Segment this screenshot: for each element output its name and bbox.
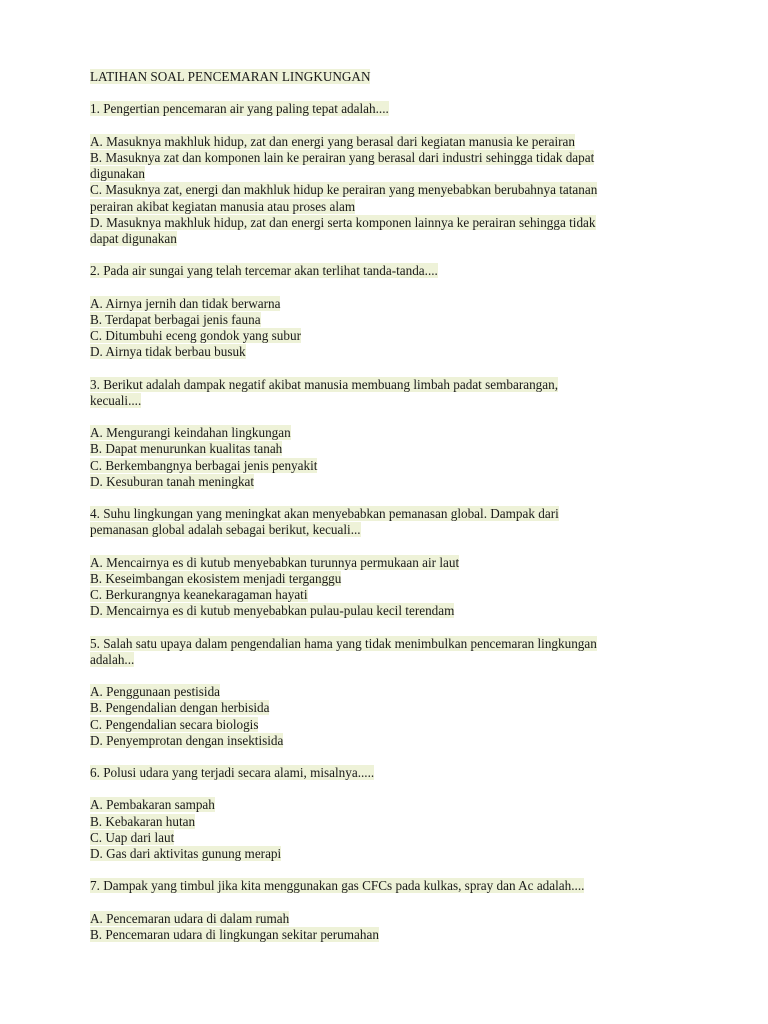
question-5-option-d-line	[90, 733, 690, 749]
question-4-option-b-text: B. Keseimbangan ekosistem menjadi terganggu	[90, 570, 342, 586]
question-2-option-a-text: A. Airnya jernih dan tidak berwarna	[90, 295, 281, 311]
question-1-option-a-line	[90, 134, 690, 150]
question-3-option-c-line	[90, 458, 690, 474]
question-1-text: 1. Pengertian pencemaran air yang paling tepat adalah....	[90, 101, 389, 117]
question-1-option-c-line	[90, 182, 690, 198]
question-4-line	[90, 506, 690, 522]
question-4-option-a-line	[90, 555, 690, 571]
question-4-option-c-line	[90, 587, 690, 603]
question-4-option-a-text: A. Mencairnya es di kutub menyebabkan turunnya permukaan air laut	[90, 554, 460, 570]
question-2-text: 2. Pada air sungai yang telah tercemar akan terlihat tanda-tanda....	[90, 263, 438, 279]
question-5-option-b-text: B. Pengendalian dengan herbisida	[90, 700, 270, 716]
question-4-text: 4. Suhu lingkungan yang meningkat akan menyebabkan pemanasan global. Dampak dari	[90, 506, 559, 522]
question-1-option-b-text: B. Masuknya zat dan komponen lain ke perairan yang berasal dari industri sehingga tidak dapat	[90, 149, 595, 165]
question-1-option-c-text: perairan akibat kegiatan manusia atau proses alam	[90, 198, 356, 214]
question-1-option-a-text: A. Masuknya makhluk hidup, zat dan energi yang berasal dari kegiatan manusia ke perairan	[90, 133, 575, 149]
question-1-option-c-text: C. Masuknya zat, energi dan makhluk hidup ke perairan yang menyebabkan berubahnya tatanan	[90, 182, 598, 198]
question-1-option-b-text: digunakan	[90, 166, 145, 182]
question-1-option-b-line	[90, 150, 690, 166]
question-1-option-d-text: D. Masuknya makhluk hidup, zat dan energi serta komponen lainnya ke perairan sehingga tidak	[90, 214, 596, 230]
question-3-line	[90, 393, 690, 409]
question-3-text: 3. Berikut adalah dampak negatif akibat manusia membuang limbah padat sembarangan,	[90, 376, 559, 392]
question-5-option-c-text: C. Pengendalian secara biologis	[90, 716, 259, 732]
question-1-option-d-text: dapat digunakan	[90, 230, 177, 246]
question-6-option-b-text: B. Kebakaran hutan	[90, 813, 196, 829]
question-5-option-b-line	[90, 700, 690, 716]
question-6-text: 6. Polusi udara yang terjadi secara alami, misalnya.....	[90, 765, 375, 781]
question-6-option-d-text: D. Gas dari aktivitas gunung merapi	[90, 846, 282, 861]
question-1-option-b-line	[90, 166, 690, 182]
document-page	[90, 69, 690, 943]
question-3-text: kecuali....	[90, 392, 142, 408]
question-3-option-d-line	[90, 474, 690, 490]
question-4-option-b-line	[90, 571, 690, 587]
question-5-text: 5. Salah satu upaya dalam pengendalian hama yang tidak menimbulkan pencemaran lingkungan	[90, 635, 597, 651]
title-text: LATIHAN SOAL PENCEMARAN LINGKUNGAN	[90, 69, 371, 84]
question-6-option-a-text: A. Pembakaran sampah	[90, 797, 215, 813]
question-6-option-c-line	[90, 830, 690, 846]
question-7-option-a-line	[90, 911, 690, 927]
question-7-text: 7. Dampak yang timbul jika kita menggunakan gas CFCs pada kulkas, spray dan Ac adalah....	[90, 878, 585, 894]
question-5-option-a-line	[90, 684, 690, 700]
question-1-line	[90, 101, 690, 117]
question-7-option-a-text: A. Pencemaran udara di dalam rumah	[90, 910, 290, 926]
question-5-line	[90, 652, 690, 668]
question-2-option-c-line	[90, 328, 690, 344]
question-4-option-d-line	[90, 603, 690, 619]
question-2-option-d-text: D. Airnya tidak berbau busuk	[90, 344, 246, 360]
question-6-option-c-text: C. Uap dari laut	[90, 829, 175, 845]
question-4-line	[90, 522, 690, 538]
question-4-option-d-text: D. Mencairnya es di kutub menyebabkan pulau-pulau kecil terendam	[90, 603, 455, 619]
question-4-option-c-text: C. Berkurangnya keanekaragaman hayati	[90, 587, 308, 602]
question-6-option-a-line	[90, 797, 690, 813]
question-6-line	[90, 765, 690, 781]
question-3-option-d-text: D. Kesuburan tanah meningkat	[90, 473, 255, 489]
question-6-option-b-line	[90, 814, 690, 830]
question-3-option-b-line	[90, 441, 690, 457]
question-2-option-b-line	[90, 312, 690, 328]
question-1-option-c-line	[90, 199, 690, 215]
question-2-line	[90, 263, 690, 279]
question-2-option-c-text: C. Ditumbuhi eceng gondok yang subur	[90, 328, 301, 343]
question-7-option-b-line	[90, 927, 690, 943]
question-1-option-d-line	[90, 215, 690, 231]
document-title	[90, 69, 690, 85]
question-3-option-a-text: A. Mengurangi keindahan lingkungan	[90, 425, 291, 441]
question-7-option-b-text: B. Pencemaran udara di lingkungan sekitar perumahan	[90, 926, 379, 942]
question-5-option-a-text: A. Penggunaan pestisida	[90, 684, 221, 700]
question-3-option-a-line	[90, 425, 690, 441]
question-5-line	[90, 636, 690, 652]
question-1-option-d-line	[90, 231, 690, 247]
question-5-option-c-line	[90, 717, 690, 733]
question-list	[90, 101, 690, 943]
question-6-option-d-line	[90, 846, 690, 862]
question-4-text: pemanasan global adalah sebagai berikut, kecuali...	[90, 522, 361, 538]
question-7-line	[90, 878, 690, 894]
question-2-option-d-line	[90, 344, 690, 360]
question-5-text: adalah...	[90, 651, 135, 667]
question-3-line	[90, 377, 690, 393]
question-2-option-b-text: B. Terdapat berbagai jenis fauna	[90, 311, 261, 327]
question-5-option-d-text: D. Penyemprotan dengan insektisida	[90, 732, 284, 748]
question-3-option-b-text: B. Dapat menurunkan kualitas tanah	[90, 441, 283, 457]
question-3-option-c-text: C. Berkembangnya berbagai jenis penyakit	[90, 457, 318, 473]
question-2-option-a-line	[90, 296, 690, 312]
